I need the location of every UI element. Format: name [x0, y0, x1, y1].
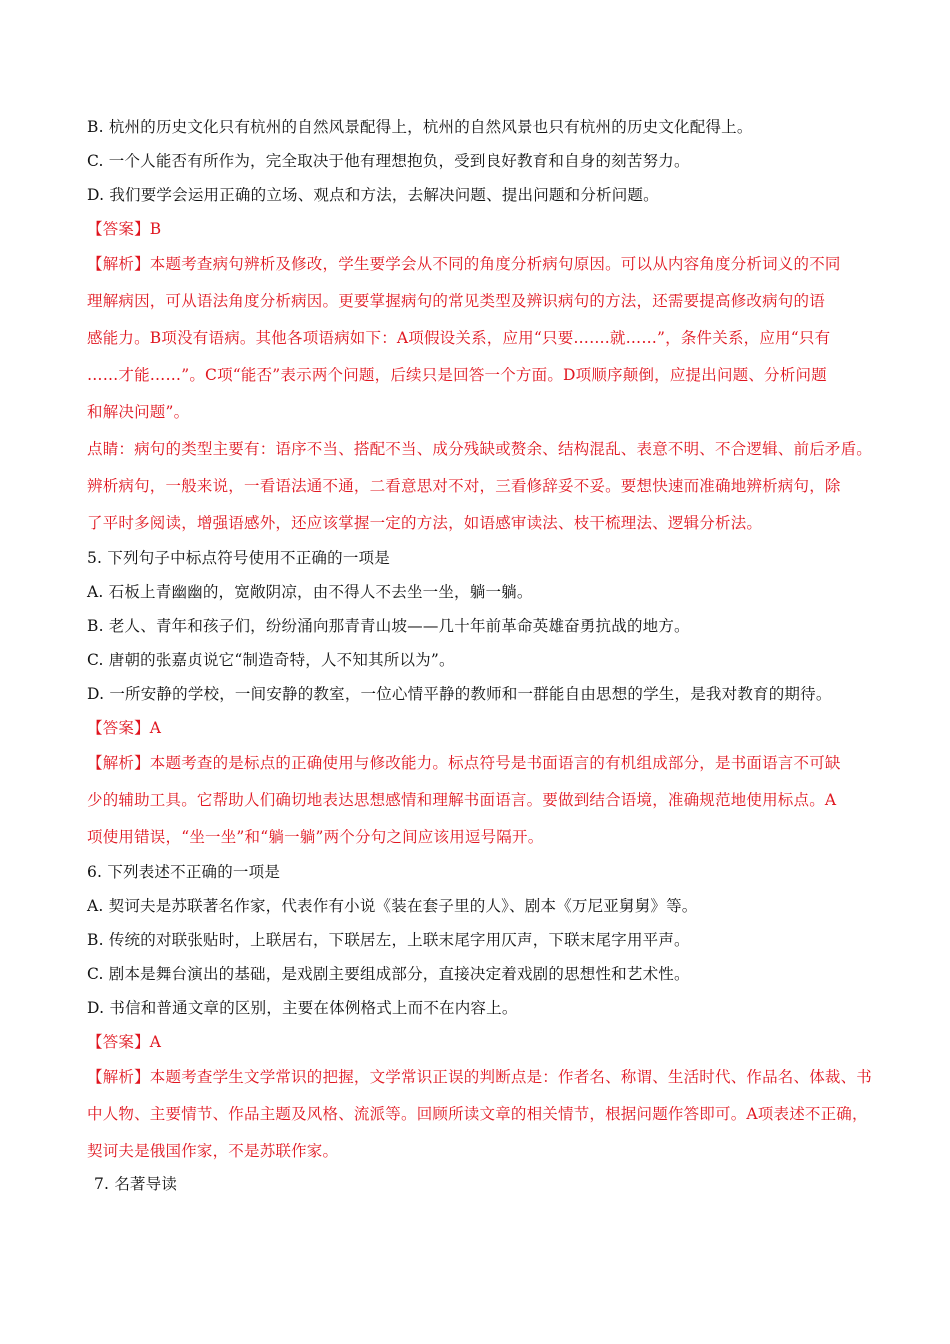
- q4-analysis-line: 【解析】本题考查病句辨析及修改，学生要学会从不同的角度分析病句原因。可以从内容角度分析词义的不同: [87, 255, 841, 273]
- q5-stem: 5. 下列句子中标点符号使用不正确的一项是: [87, 549, 390, 567]
- q4-analysis-line: 感能力。B项没有语病。其他各项语病如下：A项假设关系，应用“只要…….就……”，条件关系，应用“只有: [87, 329, 831, 347]
- q4-analysis-line: 和解决问题”。: [87, 403, 190, 421]
- q6-option-a: A. 契诃夫是苏联著名作家，代表作有小说《装在套子里的人》、剧本《万尼亚舅舅》等。: [87, 897, 698, 915]
- q5-analysis-line: 少的辅助工具。它帮助人们确切地表达思想感情和理解书面语言。要做到结合语境，准确规范地使用标点。A: [87, 791, 837, 809]
- q6-analysis-line: 中人物、主要情节、作品主题及风格、流派等。回顾所读文章的相关情节，根据问题作答即可。A项表述不正确，: [87, 1105, 868, 1123]
- q5-option-a: A. 石板上青幽幽的，宽敞阴凉，由不得人不去坐一坐，躺一躺。: [87, 583, 533, 601]
- q4-analysis-line: 理解病因，可从语法角度分析病因。更要掌握病句的常见类型及辨识病句的方法，还需要提高修改病句的语: [87, 292, 825, 310]
- q4-option-c: C. 一个人能否有所作为，完全取决于他有理想抱负，受到良好教育和自身的刻苦努力。: [87, 152, 690, 170]
- q4-analysis-line: ……才能……”。C项“能否”表示两个问题，后续只是回答一个方面。D项顺序颠倒，应提出问题、分析问题: [87, 366, 827, 384]
- q4-answer: 【答案】B: [87, 220, 162, 238]
- q6-option-d: D. 书信和普通文章的区别，主要在体例格式上而不在内容上。: [87, 999, 518, 1017]
- q6-analysis-line: 【解析】本题考查学生文学常识的把握，文学常识正误的判断点是：作者名、称谓、生活时代、作品名、体裁、书: [87, 1068, 873, 1086]
- q6-option-b: B. 传统的对联张贴时，上联居右，下联居左，上联末尾字用仄声，下联末尾字用平声。: [87, 931, 690, 949]
- q6-answer: 【答案】A: [87, 1033, 162, 1051]
- q5-option-d: D. 一所安静的学校，一间安静的教室，一位心情平静的教师和一群能自由思想的学生，是我对教育的期待。: [87, 685, 832, 703]
- q5-answer: 【答案】A: [87, 719, 162, 737]
- q6-analysis-line: 契诃夫是俄国作家，不是苏联作家。: [87, 1142, 339, 1160]
- q4-option-d: D. 我们要学会运用正确的立场、观点和方法，去解决问题、提出问题和分析问题。: [87, 186, 659, 204]
- q5-option-c: C. 唐朝的张嘉贞说它“制造奇特，人不知其所以为”。: [87, 651, 455, 669]
- q4-option-b: B. 杭州的历史文化只有杭州的自然风景配得上，杭州的自然风景也只有杭州的历史文化配得上。: [87, 118, 753, 136]
- q7-stem: 7. 名著导读: [94, 1175, 178, 1193]
- q6-option-c: C. 剧本是舞台演出的基础，是戏剧主要组成部分，直接决定着戏剧的思想性和艺术性。: [87, 965, 690, 983]
- q5-option-b: B. 老人、青年和孩子们，纷纷涌向那青青山坡——几十年前革命英雄奋勇抗战的地方。: [87, 617, 690, 635]
- q4-tips-line: 了平时多阅读，增强语感外，还应该掌握一定的方法，如语感审读法、枝干梳理法、逻辑分析法。: [87, 514, 763, 532]
- q4-tips-line: 点睛：病句的类型主要有：语序不当、搭配不当、成分残缺或赘余、结构混乱、表意不明、不合逻辑、前后矛盾。: [87, 440, 873, 458]
- q5-analysis-line: 项使用错误，“坐一坐”和“躺一躺”两个分句之间应该用逗号隔开。: [87, 828, 544, 846]
- q6-stem: 6. 下列表述不正确的一项是: [87, 863, 281, 881]
- q4-tips-line: 辨析病句，一般来说，一看语法通不通，二看意思对不对，三看修辞妥不妥。要想快速而准确地辨析病句，除: [87, 477, 841, 495]
- q5-analysis-line: 【解析】本题考查的是标点的正确使用与修改能力。标点符号是书面语言的有机组成部分，是书面语言不可缺: [87, 754, 841, 772]
